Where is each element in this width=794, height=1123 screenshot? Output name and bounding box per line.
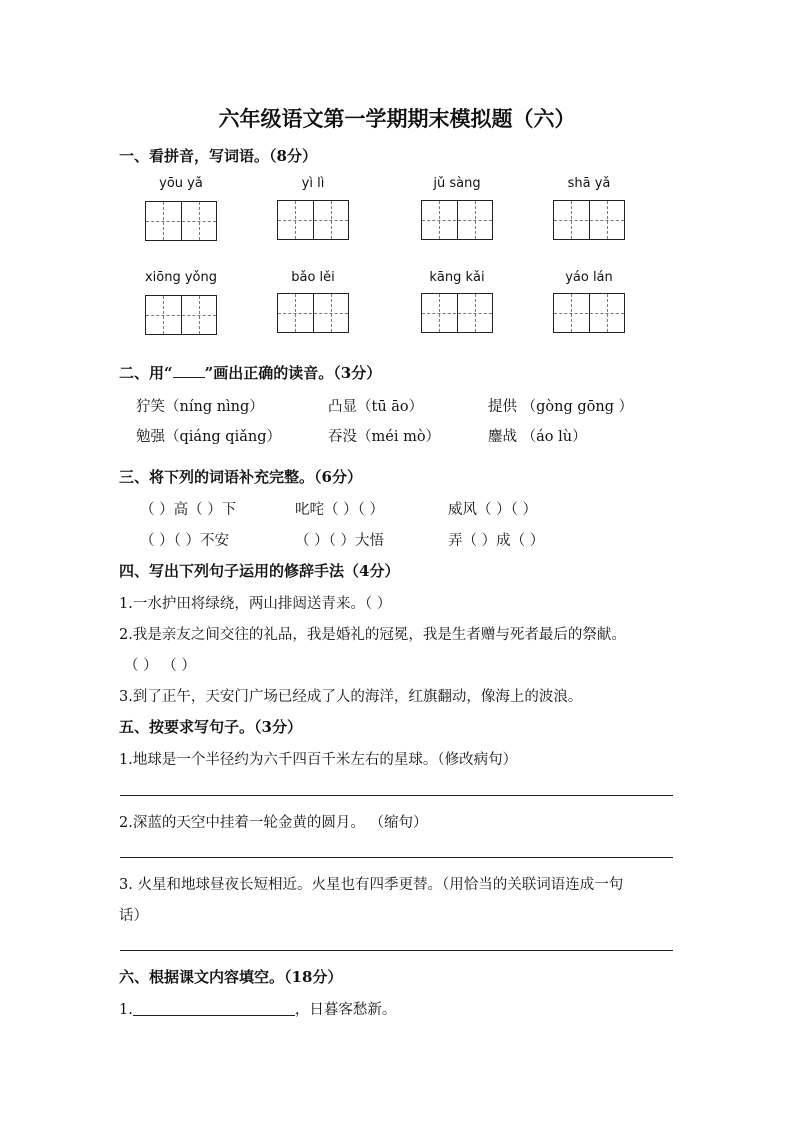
rhetoric-question-2-blanks[interactable]: （ ） （ ） xyxy=(124,658,196,674)
pinyin-label: kāng kǎi xyxy=(429,270,485,285)
pronunciation-item[interactable]: 吞没（méi mò） xyxy=(328,429,441,445)
pinyin-label: jǔ sàng xyxy=(433,176,481,191)
section-6-heading: 六、根据课文内容填空。（18分） xyxy=(119,968,343,986)
pronunciation-item[interactable]: 勉强（qiáng qiǎng） xyxy=(136,429,281,445)
pronunciation-item[interactable]: 提供 （gòng gōng ） xyxy=(488,399,634,415)
fill-question-1 xyxy=(119,998,396,1019)
pinyin-label: bǎo lěi xyxy=(291,270,335,285)
idiom-item[interactable]: （ ）（ ）不安 xyxy=(140,533,229,549)
sentence-question-3-cont: 话） xyxy=(119,908,148,924)
section-2-heading xyxy=(119,362,381,383)
pinyin-label: yōu yǎ xyxy=(159,176,203,191)
pinyin-label: yì lì xyxy=(301,176,325,191)
rhetoric-question-3: 3.到了正午，天安门广场已经成了人的海洋，红旗翻动，像海上的波浪。 xyxy=(119,689,583,705)
pronunciation-item[interactable]: 狞笑（níng nìng） xyxy=(136,399,264,415)
sentence-question-1: 1.地球是一个半径约为六千四百千米左右的星球。（修改病句） xyxy=(119,752,518,768)
pinyin-label: xiōng yǒng xyxy=(144,270,218,285)
rhetoric-question-1[interactable]: 1.一水护田将绿绕，两山排闼送青来。（ ） xyxy=(119,596,392,612)
writing-grid[interactable] xyxy=(553,200,625,240)
rhetoric-question-2: 2.我是亲友之间交往的礼品，我是婚礼的冠冕，我是生者赠与死者最后的祭献。 xyxy=(119,627,626,643)
writing-grid[interactable] xyxy=(145,295,217,335)
pinyin-label: yáo lán xyxy=(565,270,613,285)
idiom-item[interactable]: 叱咤（ ）（ ） xyxy=(295,502,384,518)
writing-grid[interactable] xyxy=(277,293,349,333)
section-1-heading: 一、看拼音，写词语。（8分） xyxy=(119,147,317,165)
pinyin-label: shā yǎ xyxy=(567,176,611,191)
idiom-item[interactable]: （ ）高（ ）下 xyxy=(140,502,237,518)
sentence-question-3: 3. 火星和地球昼夜长短相近。火星也有四季更替。（用恰当的关联词语连成一句 xyxy=(119,877,624,893)
writing-grid[interactable] xyxy=(145,201,217,241)
idiom-item[interactable]: 弄（ ）成（ ） xyxy=(448,533,545,549)
idiom-item[interactable]: （ ）（ ）大悟 xyxy=(295,533,384,549)
section-4-heading: 四、写出下列句子运用的修辞手法（4分） xyxy=(119,562,400,580)
writing-grid[interactable] xyxy=(277,200,349,240)
heading-suffix: ”画出正确的读音。（3分） xyxy=(204,364,382,382)
answer-line[interactable] xyxy=(120,795,673,796)
writing-grid[interactable] xyxy=(553,293,625,333)
pronunciation-item[interactable]: 鏖战 （áo lù） xyxy=(488,429,587,445)
answer-line[interactable] xyxy=(120,857,673,858)
question-tail: ，日暮客愁新。 xyxy=(294,1002,397,1018)
pronunciation-item[interactable]: 凸显（tū āo） xyxy=(328,399,424,415)
question-number: 1. xyxy=(119,1002,133,1018)
underline-sample xyxy=(173,365,205,378)
idiom-item[interactable]: 威风（ ）（ ） xyxy=(448,502,537,518)
writing-grid[interactable] xyxy=(421,200,493,240)
writing-grid[interactable] xyxy=(421,293,493,333)
section-3-heading: 三、将下列的词语补充完整。（6分） xyxy=(119,468,362,486)
heading-prefix: 二、用“ xyxy=(119,364,173,382)
section-5-heading: 五、按要求写句子。（3分） xyxy=(119,718,302,736)
page-title: 六年级语文第一学期期末模拟题（六） xyxy=(218,106,576,131)
sentence-question-2: 2.深蓝的天空中挂着一轮金黄的圆月。 （缩句） xyxy=(119,815,428,831)
fill-blank[interactable] xyxy=(133,1001,295,1016)
answer-line[interactable] xyxy=(120,950,673,951)
